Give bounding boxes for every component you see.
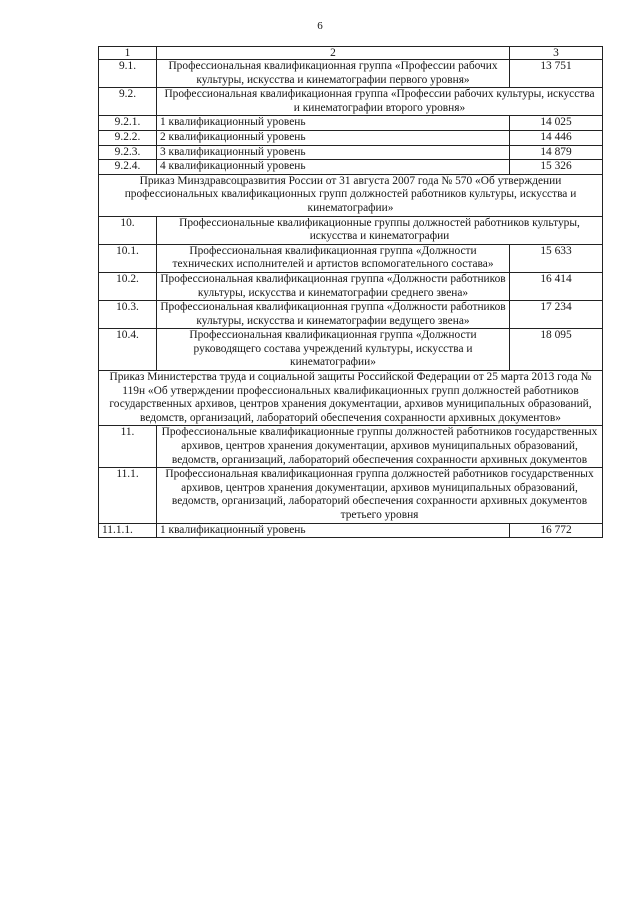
row-salary-value: 16 414 xyxy=(510,272,603,300)
row-title: Профессиональная квалификационная группа должностей работников государственных архивов, центров хранения документации, архивов муниципальных образований, ведомств, организаций, лабораторий обеспечения сохранности архивных документов третьего уровня xyxy=(157,468,603,523)
row-salary-value: 17 234 xyxy=(510,301,603,329)
table-row xyxy=(99,329,603,371)
row-salary-value: 14 879 xyxy=(510,145,603,160)
row-number: 11.1.1. xyxy=(99,523,157,538)
row-title: Профессиональные квалификационные группы должностей работников государственных архивов, центров хранения документации, архивов муниципальных образований, ведомств, организаций, лабораторий обеспечения сохранности архивных документов xyxy=(157,426,603,468)
row-number: 10.3. xyxy=(99,301,157,329)
table-row xyxy=(99,216,603,244)
row-number: 10.1. xyxy=(99,244,157,272)
table-row xyxy=(99,145,603,160)
table-row xyxy=(99,301,603,329)
table-row xyxy=(99,523,603,538)
row-number: 9.2.3. xyxy=(99,145,157,160)
row-number: 10.2. xyxy=(99,272,157,300)
table-section-row xyxy=(99,174,603,216)
header-col-1: 1 xyxy=(99,47,157,60)
row-salary-value: 14 025 xyxy=(510,116,603,131)
table-row xyxy=(99,88,603,116)
row-number: 11. xyxy=(99,426,157,468)
header-col-3: 3 xyxy=(510,47,603,60)
row-title: Профессиональные квалификационные группы должностей работников культуры, искусства и кинематографии xyxy=(157,216,603,244)
table-row xyxy=(99,160,603,175)
row-title: Профессиональная квалификационная группа «Профессии рабочих культуры, искусства и кинематографии второго уровня» xyxy=(157,88,603,116)
table-row xyxy=(99,130,603,145)
table-row xyxy=(99,426,603,468)
salary-table xyxy=(98,46,603,538)
page-number: 6 xyxy=(317,20,323,32)
section-heading: Приказ Минздравсоцразвития России от 31 августа 2007 года № 570 «Об утверждении профессиональных квалификационных групп должностей работников культуры, искусства и кинематографии» xyxy=(99,174,603,216)
table-row xyxy=(99,244,603,272)
table-row xyxy=(99,60,603,88)
row-salary-value: 15 633 xyxy=(510,244,603,272)
header-col-2: 2 xyxy=(157,47,510,60)
row-title: 3 квалификационный уровень xyxy=(157,145,510,160)
row-number: 10. xyxy=(99,216,157,244)
table-header-row xyxy=(99,47,603,60)
row-number: 10.4. xyxy=(99,329,157,371)
row-title: 1 квалификационный уровень xyxy=(157,116,510,131)
row-number: 9.2.2. xyxy=(99,130,157,145)
row-title: 1 квалификационный уровень xyxy=(157,523,510,538)
row-number: 11.1. xyxy=(99,468,157,523)
row-title: 2 квалификационный уровень xyxy=(157,130,510,145)
row-number: 9.2. xyxy=(99,88,157,116)
row-title: Профессиональная квалификационная группа «Должности технических исполнителей и артистов вспомогательного состава» xyxy=(157,244,510,272)
row-title: Профессиональная квалификационная группа «Должности работников культуры, искусства и кинематографии ведущего звена» xyxy=(157,301,510,329)
table-row xyxy=(99,116,603,131)
row-number: 9.2.1. xyxy=(99,116,157,131)
row-salary-value: 16 772 xyxy=(510,523,603,538)
table-row xyxy=(99,272,603,300)
row-salary-value: 14 446 xyxy=(510,130,603,145)
row-salary-value: 13 751 xyxy=(510,60,603,88)
row-title: 4 квалификационный уровень xyxy=(157,160,510,175)
row-salary-value: 15 326 xyxy=(510,160,603,175)
table-row xyxy=(99,468,603,523)
row-title: Профессиональная квалификационная группа «Должности работников культуры, искусства и кинематографии среднего звена» xyxy=(157,272,510,300)
row-title: Профессиональная квалификационная группа «Должности руководящего состава учреждений культуры, искусства и кинематографии» xyxy=(157,329,510,371)
row-salary-value: 18 095 xyxy=(510,329,603,371)
section-heading: Приказ Министерства труда и социальной защиты Российской Федерации от 25 марта 2013 года № 119н «Об утверждении профессиональных квалификационных групп должностей работников государственных архивов, центров хранения документации, архивов муниципальных образований, ведомств, организаций, лабораторий обеспечения сохранности архивных документов» xyxy=(99,371,603,426)
table-section-row xyxy=(99,371,603,426)
row-number: 9.1. xyxy=(99,60,157,88)
row-number: 9.2.4. xyxy=(99,160,157,175)
row-title: Профессиональная квалификационная группа «Профессии рабочих культуры, искусства и кинематографии первого уровня» xyxy=(157,60,510,88)
